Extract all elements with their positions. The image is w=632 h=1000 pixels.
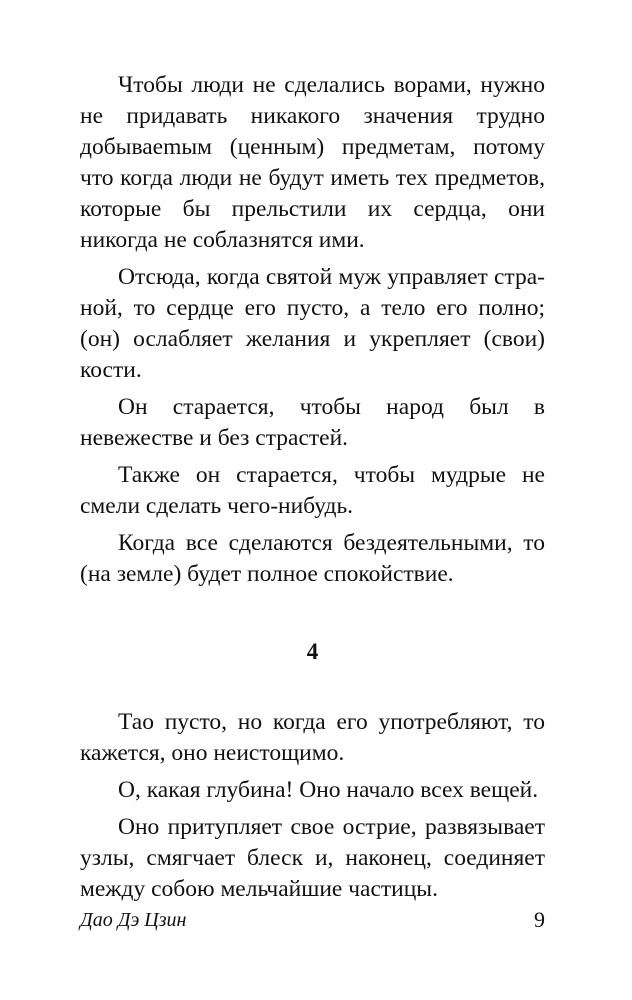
- page-footer: [80, 904, 545, 936]
- paragraph-complete-calm: Когда все сделаются бездеятельными, то (на земле) будет полное спокойствие.: [80, 530, 545, 587]
- paragraph-people-ignorance: Он старается, чтобы народ был в невежестве и без страстей.: [80, 394, 545, 451]
- page-body: [80, 70, 545, 911]
- page-number: 9: [534, 907, 545, 932]
- paragraph-tao-empty: Тао пусто, но когда его употребляют, то кажется, оно неистощимо.: [80, 709, 545, 766]
- paragraph-blunts-edge: Оно притупляет свое острие, развязывает узлы, смягчает блеск и, наконец, соединяет между собою мельчайшие частицы.: [80, 814, 545, 902]
- paragraph-sage-governs: Отсюда, когда святой муж управляет страной, то сердце его пусто, а тело его полно; (он) ослабляет желания и укрепляет (свои) кости.: [80, 264, 545, 383]
- running-title: Дао Дэ Цзин: [80, 909, 187, 931]
- paragraph-depth: О, какая глубина! Оно начало всех вещей.: [118, 777, 539, 803]
- paragraph-wise-dare-not: Также он старается, чтобы мудрые не смели сделать чего-нибудь.: [80, 462, 545, 519]
- paragraph-thieves: Чтобы люди не сделались ворами, нужно не придавать никакого значения трудно добываemым (ценным) предметам, потому что когда люди не будут иметь тех предметов, которые бы прельстили их сердца, они никогда не соблазнятся ими.: [80, 72, 545, 253]
- section-number: 4: [306, 639, 319, 664]
